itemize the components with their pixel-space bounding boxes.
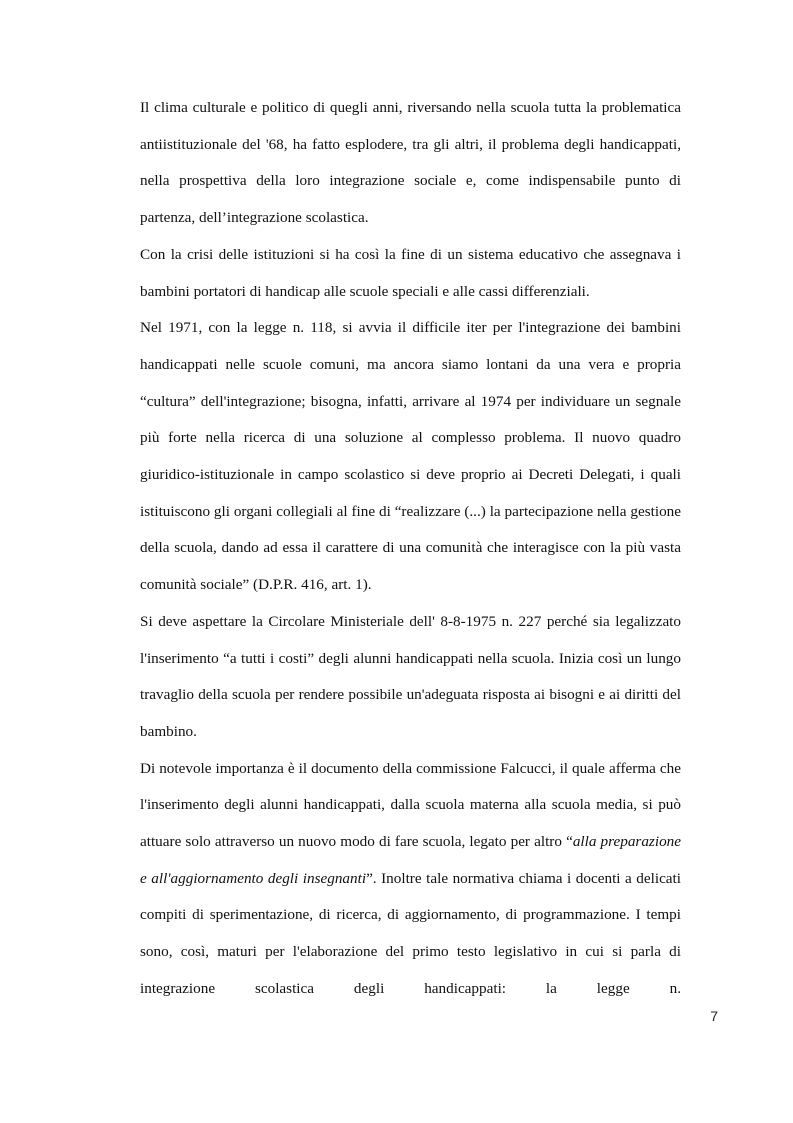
paragraph-3: Nel 1971, con la legge n. 118, si avvia il difficile iter per l'integrazione dei bambini handicappati nelle scuole comuni, ma ancora siamo lontani da una vera e propria “cultura” dell'integrazione; bisogna, infatti, arrivare al 1974 per individuare un segnale più forte nella ricerca di una soluzione al complesso problema. Il nuovo quadro giuridico-istituzionale in campo scolastico si deve proprio ai Decreti Delegati, i quali istituiscono gli organi collegiali al fine di “realizzare (...) la partecipazione nella gestione della scuola, dando ad essa il carattere di una comunità che interagisce con la più vasta comunità sociale” (D.P.R. 416, art. 1). [140, 319, 681, 594]
page-number: 7 [710, 1008, 718, 1024]
paragraph-2: Con la crisi delle istituzioni si ha così la fine di un sistema educativo che assegnava i bambini portatori di handicap alle scuole speciali e alle cassi differenziali. [140, 245, 681, 300]
paragraph-5 [140, 751, 681, 1008]
paragraph-5-text-before: Di notevole importanza è il documento della commissione Falcucci, il quale afferma che l'inserimento degli alunni handicappati, dalla scuola materna alla scuola media, si può attuare solo attraverso un nuovo modo di fare scuola, legato per altro “ [140, 759, 681, 851]
paragraph-4: Si deve aspettare la Circolare Ministeriale dell' 8-8-1975 n. 227 perché sia legalizzato l'inserimento “a tutti i costi” degli alunni handicappati nella scuola. Inizia così un lungo travaglio della scuola per rendere possibile un'adeguata risposta ai bisogni e ai diritti del bambino. [140, 612, 681, 740]
paragraph-5-italic-quote: alla preparazione e all'aggiornamento degli insegnanti [140, 833, 681, 887]
body-text [140, 90, 681, 1008]
paragraph-1: Il clima culturale e politico di quegli anni, riversando nella scuola tutta la problematica antiistituzionale del '68, ha fatto esplodere, tra gli altri, il problema degli handicappati, nella prospettiva della loro integrazione sociale e, come indispensabile punto di partenza, dell’integrazione scolastica. [140, 99, 681, 227]
paragraph-5-text-after: ”. Inoltre tale normativa chiama i docenti a delicati compiti di sperimentazione, di ricerca, di aggiornamento, di programmazione. I tempi sono, così, maturi per l'elaborazione del primo testo legislativo in cui si parla di integrazione scolastica degli handicappati: la legge n. [140, 869, 681, 997]
